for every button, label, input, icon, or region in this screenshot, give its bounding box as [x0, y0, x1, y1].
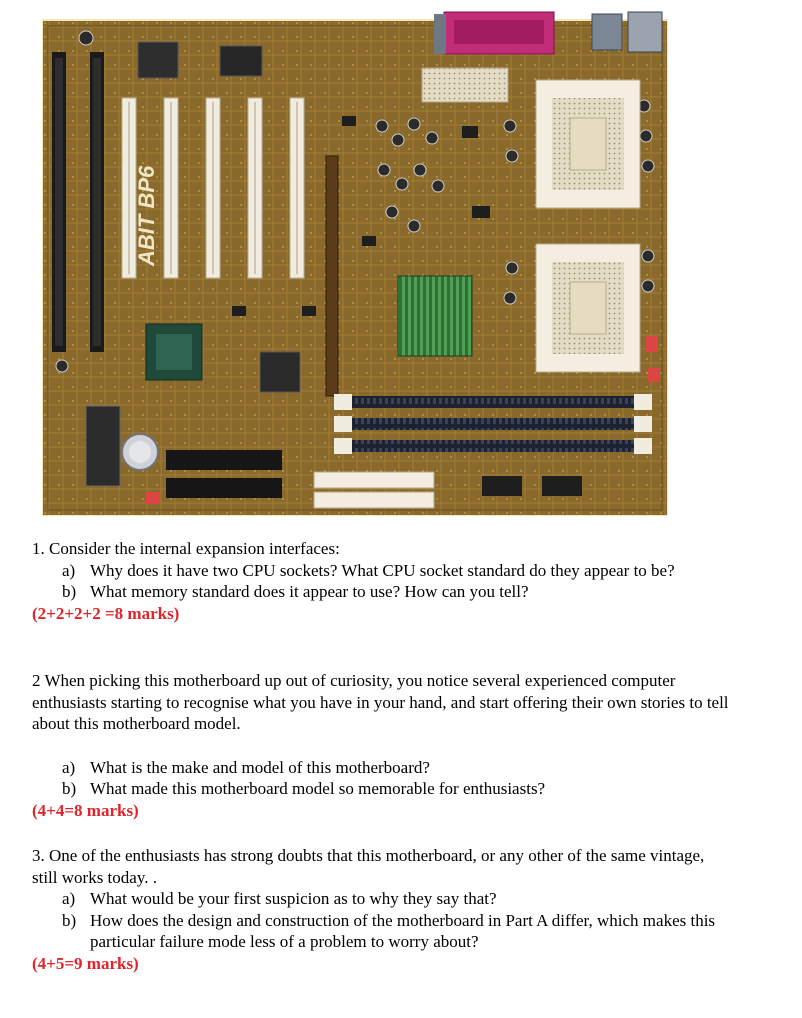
dimm-slots	[334, 394, 652, 454]
item-label: b)	[62, 910, 77, 930]
question-2-marks: (4+4=8 marks)	[32, 800, 139, 820]
bios-chip	[138, 42, 178, 78]
item-text: What is the make and model of this motherboard?	[90, 757, 430, 777]
question-1	[32, 538, 732, 624]
floppy-connector-1	[314, 472, 434, 488]
ide-connector-1	[166, 450, 282, 470]
item-text: Why does it have two CPU sockets? What CPU socket standard do they appear to be?	[90, 560, 675, 580]
super-io-chip	[86, 406, 120, 486]
floppy-connector-2	[314, 492, 434, 508]
serial-port	[592, 14, 622, 50]
io-controller	[220, 46, 262, 76]
question-2	[32, 670, 732, 821]
question-3	[32, 845, 732, 974]
item-text: How does the design and construction of the motherboard in Part A differ, which makes this particular failure mode less of a problem to worry about?	[90, 910, 716, 951]
item-text: What would be your first suspicion as to why they say that?	[90, 889, 497, 908]
question-1a	[62, 560, 732, 582]
question-1-marks: (2+2+2+2 =8 marks)	[32, 603, 180, 623]
board-label: ABIT BP6	[134, 165, 159, 266]
item-text: What made this motherboard model so memorable for enthusiasts?	[90, 779, 546, 798]
question-1-stem: 1. Consider the internal expansion interfaces:	[32, 539, 340, 558]
item-label: a)	[62, 889, 76, 908]
question-3a	[62, 888, 732, 910]
item-label: a)	[62, 757, 76, 777]
question-3-stem: 3. One of the enthusiasts has strong doubts that this motherboard, or any other of the same vintage, still works today. .	[32, 846, 705, 887]
cpu-socket-1	[536, 80, 640, 208]
item-label: b)	[62, 779, 77, 798]
ide-connector-2	[166, 478, 282, 498]
question-3-marks: (4+5=9 marks)	[32, 953, 139, 973]
question-2b	[62, 778, 732, 800]
question-2-stem: 2 When picking this motherboard up out of curiosity, you notice several experienced computer enthusiasts starting to recognise what you have in your hand, and start offering their own stories to tell about this motherboard model.	[32, 671, 729, 733]
question-3b	[62, 910, 732, 953]
item-label: b)	[62, 582, 77, 601]
question-2a	[62, 757, 732, 779]
motherboard-photo	[42, 6, 668, 516]
ide-controller-chip	[260, 352, 300, 392]
cpu-socket-2	[536, 244, 640, 372]
atx-power-connector	[422, 68, 508, 102]
item-label: a)	[62, 560, 76, 580]
agp-slot	[326, 156, 338, 396]
item-text: What memory standard does it appear to use? How can you tell?	[90, 582, 529, 601]
question-1b	[62, 581, 732, 603]
usb-port	[628, 12, 662, 52]
northbridge-heatsink	[398, 276, 472, 356]
